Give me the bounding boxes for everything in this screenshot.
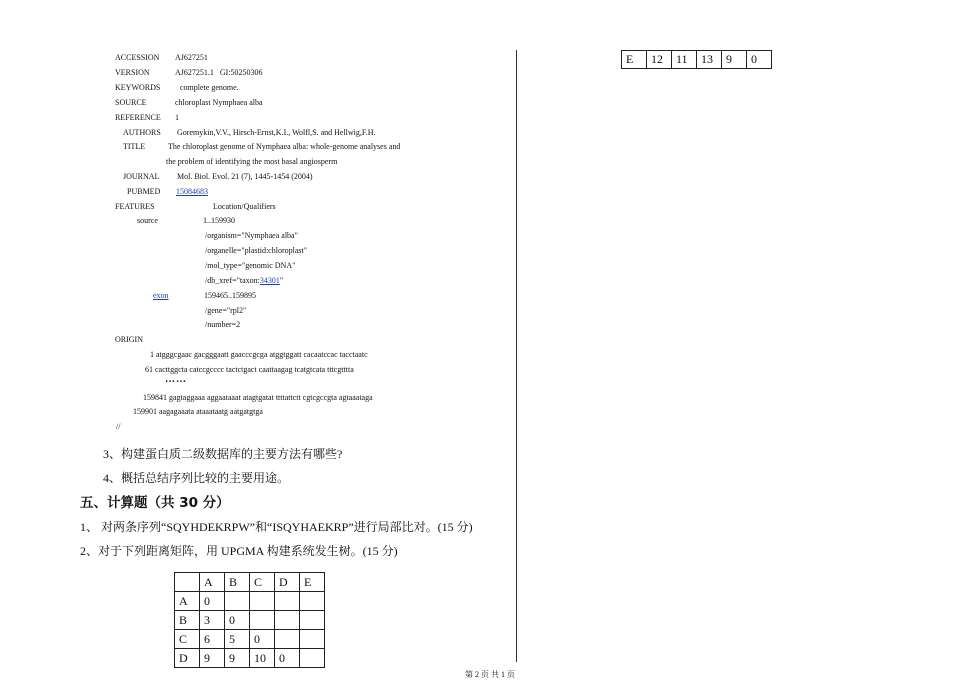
matrix-cell: 0: [747, 51, 772, 69]
feature-source-location: 1..159930: [203, 216, 235, 225]
section-5-heading: 五、计算题（共 30 分）: [80, 495, 230, 511]
matrix-cell: C: [250, 573, 275, 592]
page-footer: 第 2 页 共 1 页: [465, 670, 515, 679]
authors-key: AUTHORS: [123, 128, 161, 137]
matrix-cell: 0: [275, 649, 300, 668]
matrix-cell: E: [300, 573, 325, 592]
matrix-cell: A: [200, 573, 225, 592]
authors-value: Goremykin,V.V., Hirsch-Ernst,K.I., Wolfl,S. and Hellwig,F.H.: [177, 128, 376, 137]
matrix-row: [175, 592, 325, 611]
qualifier-mol-type: /mol_type="genomic DNA": [205, 261, 296, 270]
matrix-cell: 5: [225, 630, 250, 649]
distance-matrix: [174, 572, 325, 668]
matrix-cell: B: [175, 611, 200, 630]
qualifier-number: /number=2: [205, 320, 241, 329]
distance-matrix-continuation: [621, 50, 772, 69]
matrix-cell: A: [175, 592, 200, 611]
matrix-cell: 6: [200, 630, 225, 649]
matrix-cell: [250, 611, 275, 630]
qualifier-organelle: /organelle="plastid:chloroplast": [205, 246, 307, 255]
matrix-cell: 9: [225, 649, 250, 668]
matrix-cell: C: [175, 630, 200, 649]
matrix-cell: E: [622, 51, 647, 69]
keywords-key: KEYWORDS: [115, 83, 161, 92]
title-key: TITLE: [123, 142, 146, 151]
matrix-cell: [300, 630, 325, 649]
db-xref-suffix: ": [279, 276, 284, 285]
origin-key: ORIGIN: [115, 335, 143, 344]
qualifier-organism: /organism="Nymphaea alba": [205, 231, 298, 240]
question-3: 3、构建蛋白质二级数据库的主要方法有哪些?: [103, 447, 343, 461]
matrix-cell: 0: [200, 592, 225, 611]
calc-question-2: 2、对于下列距离矩阵，用 UPGMA 构建系统发生树。(15 分): [80, 544, 398, 558]
reference-key: REFERENCE: [115, 113, 161, 122]
matrix-header-row: [175, 573, 325, 592]
matrix-cell: D: [275, 573, 300, 592]
taxon-link[interactable]: 34301: [259, 276, 280, 285]
features-value: Location/Qualifiers: [213, 202, 276, 211]
matrix-row: [175, 630, 325, 649]
features-key: FEATURES: [115, 202, 155, 211]
origin-tail: [0, 0, 516, 430]
column-divider: [516, 50, 517, 662]
origin-terminator: //: [116, 422, 121, 431]
matrix-cell: [225, 592, 250, 611]
matrix-cell: [300, 649, 325, 668]
matrix-cell: 13: [697, 51, 722, 69]
matrix-cell: 9: [200, 649, 225, 668]
pubmed-key: PUBMED: [127, 187, 161, 196]
matrix-row: [175, 611, 325, 630]
feature-exon-location: 159465..159895: [204, 291, 256, 300]
matrix-row: [175, 649, 325, 668]
matrix-cell: 0: [250, 630, 275, 649]
accession-key: ACCESSION: [115, 53, 160, 62]
origin-line-4: 159901 aagagaaata ataaataatg aatgatgtga: [133, 407, 263, 416]
title-value-line2: the problem of identifying the most basal angiosperm: [166, 157, 338, 166]
pubmed-link[interactable]: 15084683: [176, 187, 208, 196]
journal-value: Mol. Biol. Evol. 21 (7), 1445-1454 (2004): [177, 172, 313, 181]
accession-value: AJ627251: [175, 53, 208, 62]
journal-key: JOURNAL: [123, 172, 160, 181]
version-value: AJ627251.1 GI:50250306: [175, 68, 263, 77]
matrix-cell: [175, 573, 200, 592]
matrix-cell: [250, 592, 275, 611]
matrix-cell: B: [225, 573, 250, 592]
version-key: VERSION: [115, 68, 150, 77]
matrix-cell: 3: [200, 611, 225, 630]
matrix-cell: [300, 592, 325, 611]
question-4: 4、概括总结序列比较的主要用途。: [103, 471, 290, 485]
matrix-cell: 12: [647, 51, 672, 69]
matrix-cell: 11: [672, 51, 697, 69]
source-value: chloroplast Nymphaea alba: [175, 98, 263, 107]
matrix-row-e: [622, 51, 772, 69]
feature-source-key: source: [137, 216, 158, 225]
origin-line-3: 159841 gagtaggaaa aggaataaat atagtgatat ttttattctt cgtcgccgta agtaaataga: [143, 393, 373, 402]
reference-value: 1: [175, 113, 179, 122]
matrix-cell: [275, 592, 300, 611]
qualifier-gene: /gene="rpl2": [205, 306, 247, 315]
calc-question-1: 1、 对两条序列“SQYHDEKRPW”和“ISQYHAEKRP”进行局部比对。(15 分): [80, 520, 473, 534]
exon-link[interactable]: exon: [153, 291, 169, 300]
matrix-cell: 10: [250, 649, 275, 668]
matrix-cell: [275, 630, 300, 649]
keywords-value: complete genome.: [180, 83, 239, 92]
matrix-cell: [300, 611, 325, 630]
origin-line-1: 1 atgggcgaac gacgggaatt gaacccgcga atggtggatt cacaatccac tacctaatc: [150, 350, 368, 359]
origin-ellipsis: ……: [165, 374, 187, 385]
source-key: SOURCE: [115, 98, 147, 107]
matrix-cell: [275, 611, 300, 630]
matrix-cell: 9: [722, 51, 747, 69]
matrix-cell: D: [175, 649, 200, 668]
origin-line-2: 61 cacttggcta catccgcccc tactctgact caattaagag tcatgtcata tttcgtttta: [145, 365, 354, 374]
matrix-cell: 0: [225, 611, 250, 630]
db-xref-prefix: /db_xref="taxon:: [205, 276, 260, 285]
title-value: The chloroplast genome of Nymphaea alba: whole-genome analyses and: [168, 142, 401, 151]
